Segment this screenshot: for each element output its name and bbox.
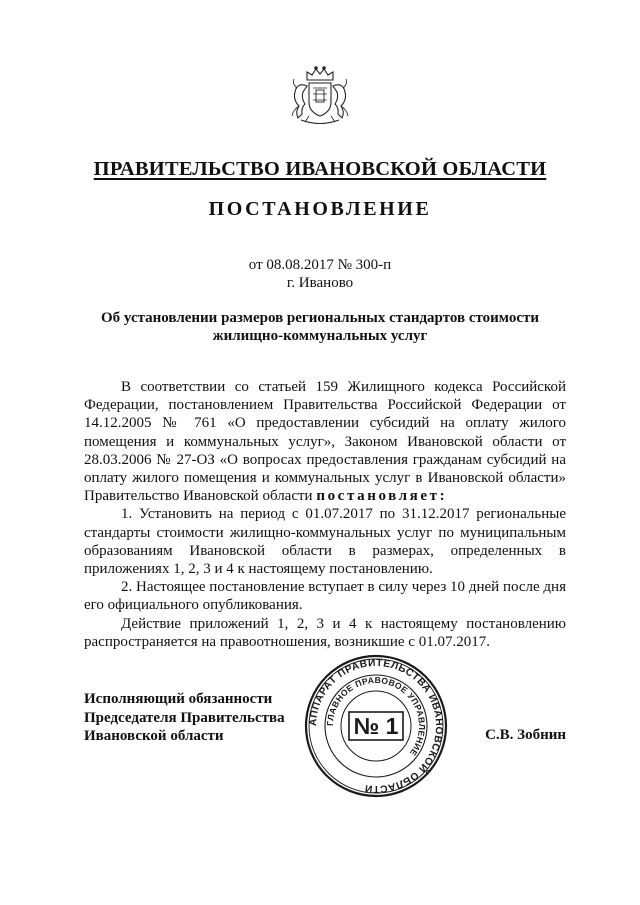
document-city: г. Иваново	[286, 275, 354, 291]
body-paragraph-1	[84, 378, 566, 505]
body-paragraph-2: 1. Установить на период с 01.07.2017 по 31.12.2017 региональные стандарты стоимости жилищно-коммунальных услуг по муниципальным образованиям Ивановской области в размерах, определенных в приложениях 1, 2, 3 и 4 к настоящему постановлению.	[84, 506, 566, 578]
document-body	[84, 378, 566, 651]
signer-position	[84, 690, 285, 746]
signer-position-line-3: Ивановской области	[84, 728, 224, 744]
subject-line-1: Об установлении размеров региональных стандартов стоимости	[100, 310, 539, 326]
document-type: ПОСТАНОВЛЕНИЕ	[208, 198, 432, 220]
coat-of-arms-icon	[289, 64, 351, 128]
signer-name: С.В. Зобнин	[485, 727, 566, 743]
document-subject	[80, 309, 560, 345]
body-paragraph-1-text: В соответствии со статьей 159 Жилищного кодекса Российской Федерации, постановлением Правительства Российской Федерации от 14.12.2005 № 761 «О предоставлении субсидий на оплату жилого помещения и коммунальных услуг», Законом Ивановской области от 28.03.2006 № 27-ОЗ «О вопросах предоставления гражданам субсидий на оплату жилого помещения и коммунальных услуг в Ивановской области» Правительство Ивановской области	[84, 379, 566, 505]
resolves-keyword: постановляет:	[316, 488, 448, 505]
body-paragraph-4: Действие приложений 1, 2, 3 и 4 к настоящему постановлению распространяется на правоотношения, возникшие с 01.07.2017.	[84, 615, 566, 650]
document-date-number: от 08.08.2017 № 300-п	[248, 257, 392, 273]
official-seal-icon	[302, 652, 450, 800]
subject-line-2: жилищно-коммунальных услуг	[212, 328, 428, 344]
signer-position-line-2: Председателя Правительства	[84, 709, 285, 726]
seal-inner-text: ГЛАВНОЕ ПРАВОВОЕ УПРАВЛЕНИЕ	[324, 674, 428, 759]
government-title: ПРАВИТЕЛЬСТВО ИВАНОВСКОЙ ОБЛАСТИ	[93, 158, 547, 180]
seal-outer-text: АППАРАТ ПРАВИТЕЛЬСТВА ИВАНОВСКОЙ ОБЛАСТИ	[307, 657, 445, 795]
body-paragraph-3: 2. Настоящее постановление вступает в силу через 10 дней после дня его официального опубликования.	[84, 579, 566, 614]
signer-position-line-1: Исполняющий обязанности	[84, 691, 273, 707]
seal-number: № 1	[353, 713, 399, 739]
